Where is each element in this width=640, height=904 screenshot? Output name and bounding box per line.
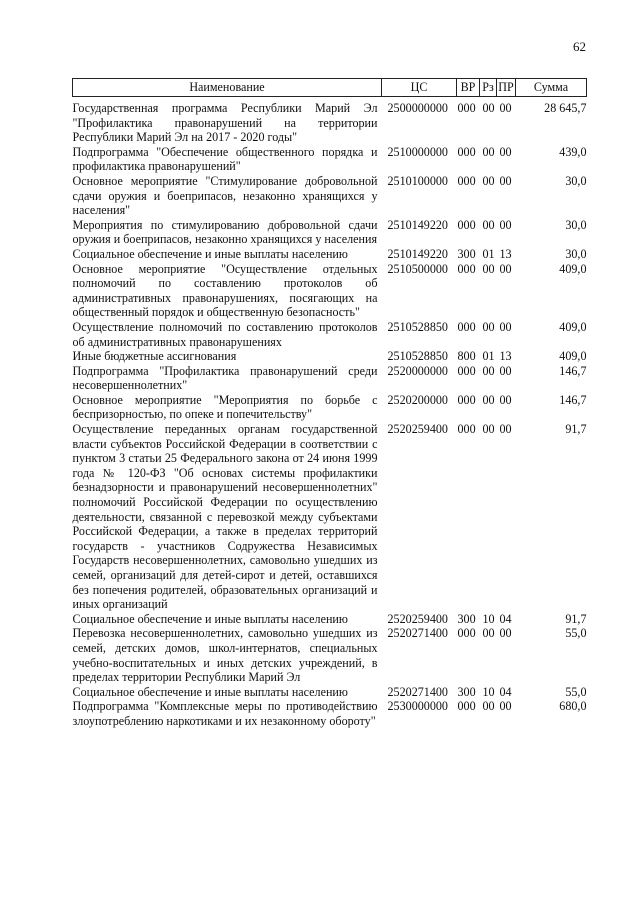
row-cs: 2510528850 xyxy=(387,319,448,334)
row-sum: 146,7 xyxy=(559,363,587,378)
row-cs: 2520259400 xyxy=(387,611,448,626)
column-header-pr: ПР xyxy=(497,79,516,97)
row-pr: 00 xyxy=(499,261,512,276)
row-sum: 91,7 xyxy=(565,611,587,626)
row-sum: 680,0 xyxy=(559,699,587,714)
row-cs: 2510500000 xyxy=(387,261,448,276)
row-rz: 00 xyxy=(482,144,495,159)
column-header-cs: ЦС xyxy=(382,79,457,97)
table-body xyxy=(73,97,587,729)
row-name: Подпрограмма "Профилактика правонарушений среди несовершеннолетних" xyxy=(72,363,378,393)
row-rz: 00 xyxy=(482,699,495,714)
row-vr: 300 xyxy=(457,684,476,699)
row-pr: 04 xyxy=(499,684,512,699)
table-row xyxy=(73,262,587,320)
row-pr: 00 xyxy=(499,173,512,188)
row-sum: 28 645,7 xyxy=(544,101,587,115)
row-rz: 00 xyxy=(482,626,495,641)
row-cs: 2520200000 xyxy=(387,392,448,407)
row-rz: 01 xyxy=(482,349,495,364)
row-vr: 000 xyxy=(457,626,476,641)
row-name: Социальное обеспечение и иные выплаты населению xyxy=(72,611,348,626)
row-rz: 00 xyxy=(482,422,495,437)
row-pr: 00 xyxy=(499,101,512,115)
row-rz: 00 xyxy=(482,101,495,115)
row-sum: 409,0 xyxy=(559,261,587,276)
row-sum: 30,0 xyxy=(565,173,587,188)
row-rz: 00 xyxy=(482,363,495,378)
row-name: Подпрограмма "Комплексные меры по противодействию злоупотреблению наркотиками и их незаконному обороту" xyxy=(72,699,378,728)
row-pr: 00 xyxy=(499,319,512,334)
table-row xyxy=(73,247,587,262)
row-name: Мероприятия по стимулированию добровольной сдачи оружия и боеприпасов, незаконно хранящихся у населения xyxy=(72,217,378,247)
row-vr: 000 xyxy=(457,261,476,276)
row-rz: 10 xyxy=(482,684,495,699)
row-name: Социальное обеспечение и иные выплаты населению xyxy=(72,246,348,261)
page-number: 62 xyxy=(573,39,586,54)
row-rz: 01 xyxy=(482,246,495,261)
row-rz: 00 xyxy=(482,173,495,188)
row-name: Осуществление полномочий по составлению протоколов об административных правонарушениях xyxy=(72,319,378,349)
column-header-rz: Рз xyxy=(480,79,497,97)
row-cs: 2520259400 xyxy=(387,422,448,437)
row-name: Основное мероприятие "Осуществление отдельных полномочий по составлению протоколов об административных правонарушениях, посягающих на общественный порядок и общественную безопасность" xyxy=(72,261,378,320)
row-sum: 55,0 xyxy=(565,626,587,641)
row-sum: 409,0 xyxy=(559,349,587,364)
row-pr: 00 xyxy=(499,144,512,159)
column-header-vr: ВР xyxy=(457,79,480,97)
row-vr: 300 xyxy=(457,246,476,261)
row-rz: 00 xyxy=(482,261,495,276)
row-vr: 000 xyxy=(457,319,476,334)
table-row xyxy=(73,320,587,349)
row-vr: 000 xyxy=(457,422,476,437)
row-vr: 000 xyxy=(457,144,476,159)
row-name: Иные бюджетные ассигнования xyxy=(72,349,237,364)
table-row xyxy=(73,393,587,422)
row-cs: 2510100000 xyxy=(387,173,448,188)
table-row xyxy=(73,364,587,393)
row-name: Основное мероприятие "Мероприятия по борьбе с беспризорностью, по опеке и попечительству" xyxy=(72,392,378,422)
table-header-row xyxy=(73,79,587,97)
row-cs: 2520000000 xyxy=(387,363,448,378)
table-row xyxy=(73,349,587,364)
row-pr: 00 xyxy=(499,626,512,641)
row-name: Осуществление переданных органам государственной власти субъектов Российской Федерации в соответствии с пунктом 3 статьи 25 Федерального закона от 24 июня 1999 года № 120-ФЗ "Об основах системы профилактики безнадзорности и правонарушений несовершеннолетних" полномочий Российской Федерации по осуществлению деятельности, связанной с перевозкой между субъектами Российской Федерации, а также в пределах территорий государств - участников Содружества Независимых Государств несовершеннолетних, самовольно ушедших из семей, организаций для детей-сирот и детей, оставшихся без попечения родителей, образовательных организаций и иных организаций xyxy=(72,422,378,612)
row-cs: 2510149220 xyxy=(387,246,448,261)
row-pr: 00 xyxy=(499,363,512,378)
table-row xyxy=(73,97,587,145)
row-name: Подпрограмма "Обеспечение общественного порядка и профилактика правонарушений" xyxy=(72,144,378,174)
row-sum: 439,0 xyxy=(559,144,587,159)
row-name: Государственная программа Республики Марий Эл "Профилактика правонарушений на территории Республики Марий Эл на 2017 - 2020 годы" xyxy=(72,101,378,145)
row-vr: 000 xyxy=(457,392,476,407)
row-pr: 00 xyxy=(499,217,512,232)
row-sum: 91,7 xyxy=(565,422,587,437)
table-row xyxy=(73,218,587,247)
row-cs: 2510149220 xyxy=(387,217,448,232)
budget-table xyxy=(72,78,587,729)
column-header-name: Наименование xyxy=(73,79,382,97)
table-row xyxy=(73,685,587,700)
column-header-sum: Сумма xyxy=(516,79,587,97)
row-sum: 409,0 xyxy=(559,319,587,334)
row-cs: 2510000000 xyxy=(387,144,448,159)
row-cs: 2520271400 xyxy=(387,626,448,641)
table-row xyxy=(73,145,587,174)
row-sum: 30,0 xyxy=(565,246,587,261)
row-vr: 000 xyxy=(457,217,476,232)
row-name: Социальное обеспечение и иные выплаты населению xyxy=(72,684,348,699)
table-row xyxy=(73,626,587,684)
row-cs: 2500000000 xyxy=(387,101,448,115)
row-pr: 04 xyxy=(499,611,512,626)
row-sum: 30,0 xyxy=(565,217,587,232)
row-vr: 000 xyxy=(457,101,476,115)
row-vr: 800 xyxy=(457,349,476,364)
row-rz: 00 xyxy=(482,319,495,334)
row-vr: 000 xyxy=(457,699,476,714)
row-rz: 00 xyxy=(482,217,495,232)
row-cs: 2510528850 xyxy=(387,349,448,364)
row-pr: 00 xyxy=(499,699,512,714)
row-rz: 00 xyxy=(482,392,495,407)
row-rz: 10 xyxy=(482,611,495,626)
table-row xyxy=(73,612,587,627)
row-vr: 000 xyxy=(457,173,476,188)
table-row xyxy=(73,174,587,218)
row-name: Основное мероприятие "Стимулирование добровольной сдачи оружия и боеприпасов, незаконно хранящихся у населения" xyxy=(72,173,378,218)
row-vr: 000 xyxy=(457,363,476,378)
table-row xyxy=(73,422,587,612)
table-row xyxy=(73,699,587,728)
row-sum: 55,0 xyxy=(565,684,587,699)
row-pr: 00 xyxy=(499,422,512,437)
row-vr: 300 xyxy=(457,611,476,626)
row-pr: 13 xyxy=(499,246,512,261)
row-sum: 146,7 xyxy=(559,392,587,407)
row-pr: 13 xyxy=(499,349,512,364)
row-name: Перевозка несовершеннолетних, самовольно ушедших из семей, детских домов, школ-интернатов, специальных учебно-воспитательных и иных детских учреждений, в пределах территории Республики Марий Эл xyxy=(72,626,378,685)
row-cs: 2530000000 xyxy=(387,699,448,714)
row-pr: 00 xyxy=(499,392,512,407)
row-cs: 2520271400 xyxy=(387,684,448,699)
